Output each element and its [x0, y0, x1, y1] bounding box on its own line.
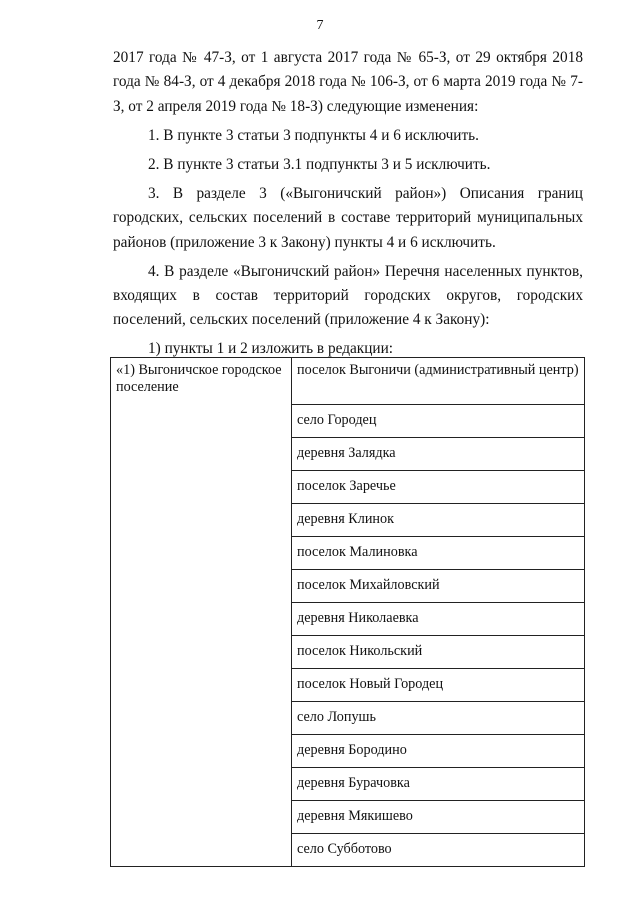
locality-cell: село Лопушь: [292, 702, 585, 735]
page-number: 7: [316, 18, 324, 33]
locality-cell: деревня Залядка: [292, 438, 585, 471]
settlement-name-cell: «1) Выгоничское городское поселение: [111, 358, 292, 867]
locality-cell: поселок Михайловский: [292, 570, 585, 603]
locality-cell: поселок Заречье: [292, 471, 585, 504]
locality-cell: деревня Бурачовка: [292, 768, 585, 801]
locality-cell: деревня Бородино: [292, 735, 585, 768]
locality-cell: поселок Выгоничи (административный центр): [292, 358, 585, 405]
paragraph-subitem-1: 1) пункты 1 и 2 изложить в редакции:: [148, 340, 394, 358]
locality-cell: село Субботово: [292, 834, 585, 867]
locality-cell: поселок Малиновка: [292, 537, 585, 570]
locality-cell: деревня Мякишево: [292, 801, 585, 834]
paragraph-item-3: 3. В разделе 3 («Выгоничский район») Описания границ городских, сельских поселений в составе территорий муниципальных районов (приложение 3 к Закону) пункты 4 и 6 исключить.: [113, 184, 583, 251]
locality-cell: деревня Николаевка: [292, 603, 585, 636]
paragraph-item-1: 1. В пункте 3 статьи 3 подпункты 4 и 6 исключить.: [148, 126, 479, 144]
settlements-table: [110, 357, 585, 867]
locality-cell: деревня Клинок: [292, 504, 585, 537]
table-row: [111, 358, 585, 405]
locality-cell: поселок Новый Городец: [292, 669, 585, 702]
document-body: [113, 46, 583, 366]
locality-cell: село Городец: [292, 405, 585, 438]
locality-cell: поселок Никольский: [292, 636, 585, 669]
paragraph-continuation: 2017 года № 47-З, от 1 августа 2017 года № 65-З, от 29 октября 2018 года № 84-З, от 4 декабря 2018 года № 106-З, от 6 марта 2019 года № 7-З, от 2 апреля 2019 года № 18-З) следующие изменения:: [113, 49, 583, 115]
paragraph-item-2: 2. В пункте 3 статьи 3.1 подпункты 3 и 5 исключить.: [148, 155, 491, 173]
paragraph-item-4: 4. В разделе «Выгоничский район» Перечня населенных пунктов, входящих в состав территорий городских округов, городских поселений, сельских поселений (приложение 4 к Закону):: [113, 262, 583, 329]
